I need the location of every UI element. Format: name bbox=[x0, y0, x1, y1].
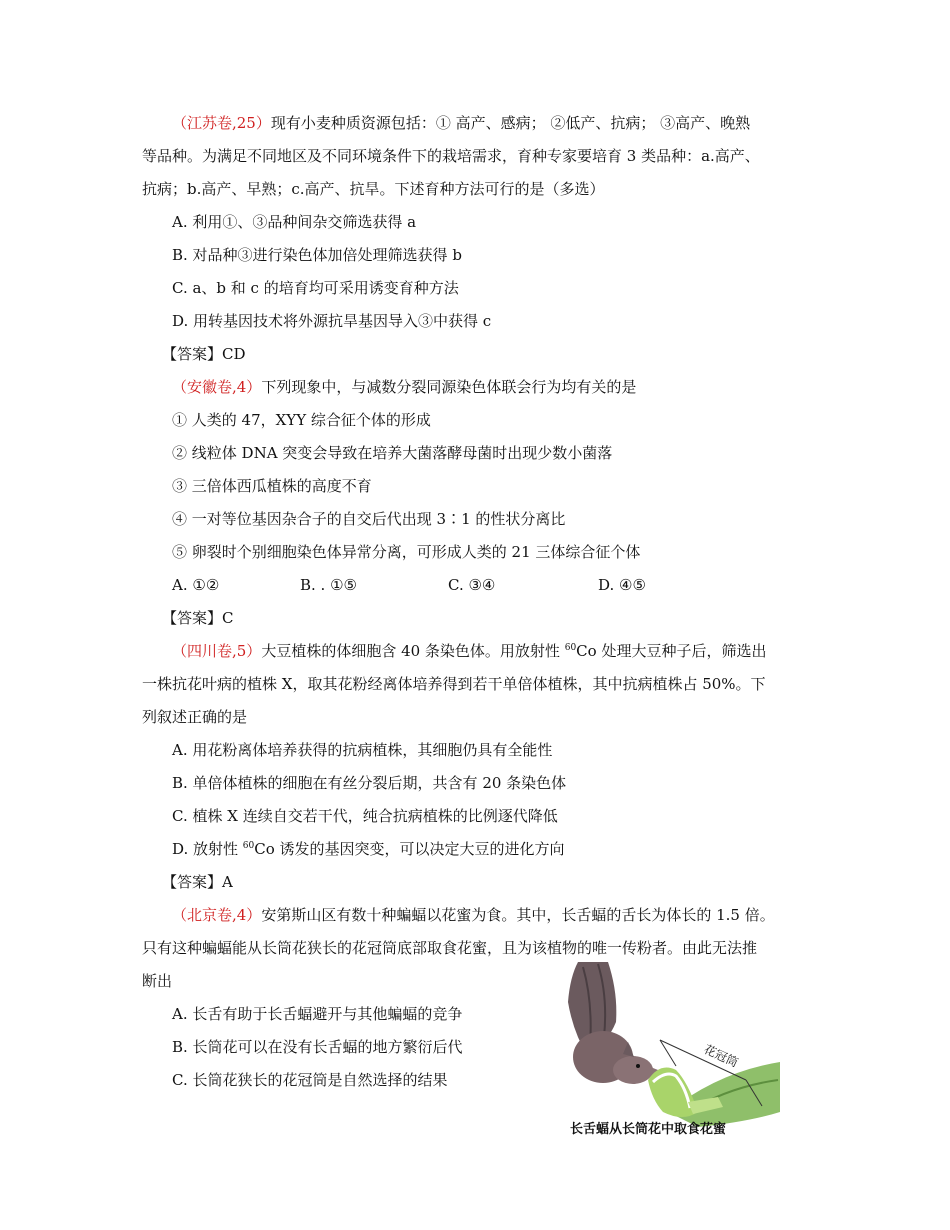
q1-option-a: A. 利用①、③品种间杂交筛选获得 a bbox=[172, 213, 417, 231]
q4-source: （北京卷,4） bbox=[172, 906, 262, 924]
q1-option-b: B. 对品种③进行染色体加倍处理筛选获得 b bbox=[172, 246, 462, 264]
q1-stem-line1: （江苏卷,25）现有小麦种质资源包括：① 高产、感病； ②低产、抗病； ③高产、晚熟 bbox=[172, 114, 751, 132]
corolla-tube-label: 花冠筒 bbox=[701, 1042, 741, 1070]
q3-stem-line1: （四川卷,5）大豆植株的体细胞含 40 条染色体。用放射性 $^{60}$Co 处理大豆种子后，筛选出 bbox=[172, 642, 767, 660]
q3-isotope-mass-d: 60 bbox=[242, 841, 255, 851]
q1-answer: 【答案】CD bbox=[162, 345, 246, 363]
q2-answer: 【答案】C bbox=[162, 609, 234, 627]
q1-stem-line2: 等品种。为满足不同地区及不同环境条件下的栽培需求，育种专家要培育 3 类品种：a.高产、 bbox=[142, 147, 760, 165]
q2-item-4: ④ 一对等位基因杂合子的自交后代出现 3∶1 的性状分离比 bbox=[172, 510, 566, 528]
figure-caption: 长舌蝠从长筒花中取食花蜜 bbox=[570, 1122, 727, 1137]
bat-flower-figure bbox=[548, 962, 780, 1140]
q3-option-d: D. 放射性 $^{60}$Co 诱发的基因突变，可以决定大豆的进化方向 bbox=[172, 840, 565, 858]
q3-isotope-mass: 60 bbox=[564, 643, 577, 653]
q3-stem-line2: 一株抗花叶病的植株 X，取其花粉经离体培养得到若干单倍体植株，其中抗病植株占 50%。下 bbox=[142, 675, 766, 693]
q2-item-1: ① 人类的 47，XYY 综合征个体的形成 bbox=[172, 411, 431, 429]
q4-stem-line3: 断出 bbox=[142, 972, 173, 990]
q2-option-d: D. ④⑤ bbox=[598, 576, 646, 594]
q1-option-c: C. a、b 和 c 的培育均可采用诱变育种方法 bbox=[172, 279, 459, 297]
q1-source: （江苏卷,25） bbox=[172, 114, 271, 132]
q2-source: （安徽卷,4） bbox=[172, 378, 262, 396]
q1-option-d: D. 用转基因技术将外源抗旱基因导入③中获得 c bbox=[172, 312, 492, 330]
q2-item-5: ⑤ 卵裂时个别细胞染色体异常分离，可形成人类的 21 三体综合征个体 bbox=[172, 543, 641, 561]
q3-option-c: C. 植株 X 连续自交若干代，纯合抗病植株的比例逐代降低 bbox=[172, 807, 558, 825]
q2-option-a: A. ①② bbox=[172, 576, 220, 594]
q2-options bbox=[172, 575, 646, 595]
q2-stem: （安徽卷,4）下列现象中，与减数分裂同源染色体联会行为均有关的是 bbox=[172, 378, 637, 396]
q4-option-a: A. 长舌有助于长舌蝠避开与其他蝙蝠的竞争 bbox=[172, 1005, 463, 1023]
q2-option-c: C. ③④ bbox=[448, 576, 496, 594]
q4-stem-line1: （北京卷,4）安第斯山区有数十种蝙蝠以花蜜为食。其中，长舌蝠的舌长为体长的 1.5 倍。 bbox=[172, 906, 775, 924]
q2-item-2: ② 线粒体 DNA 突变会导致在培养大菌落酵母菌时出现少数小菌落 bbox=[172, 444, 613, 462]
bat-flower-illustration bbox=[548, 962, 780, 1140]
q3-option-b: B. 单倍体植株的细胞在有丝分裂后期，共含有 20 条染色体 bbox=[172, 774, 567, 792]
q2-item-3: ③ 三倍体西瓜植株的高度不育 bbox=[172, 477, 372, 495]
q2-option-b: B. . ①⑤ bbox=[300, 576, 357, 594]
q4-option-b: B. 长筒花可以在没有长舌蝠的地方繁衍后代 bbox=[172, 1038, 463, 1056]
q3-option-a: A. 用花粉离体培养获得的抗病植株，其细胞仍具有全能性 bbox=[172, 741, 553, 759]
q4-stem-line2: 只有这种蝙蝠能从长筒花狭长的花冠筒底部取食花蜜，且为该植物的唯一传粉者。由此无法推 bbox=[142, 939, 758, 957]
q1-stem-line3: 抗病；b.高产、早熟；c.高产、抗旱。下述育种方法可行的是（多选） bbox=[142, 180, 605, 198]
q3-answer: 【答案】A bbox=[162, 873, 233, 891]
q3-source: （四川卷,5） bbox=[172, 642, 262, 660]
q3-stem-line3: 列叙述正确的是 bbox=[142, 708, 248, 726]
q4-option-c: C. 长筒花狭长的花冠筒是自然选择的结果 bbox=[172, 1071, 448, 1089]
